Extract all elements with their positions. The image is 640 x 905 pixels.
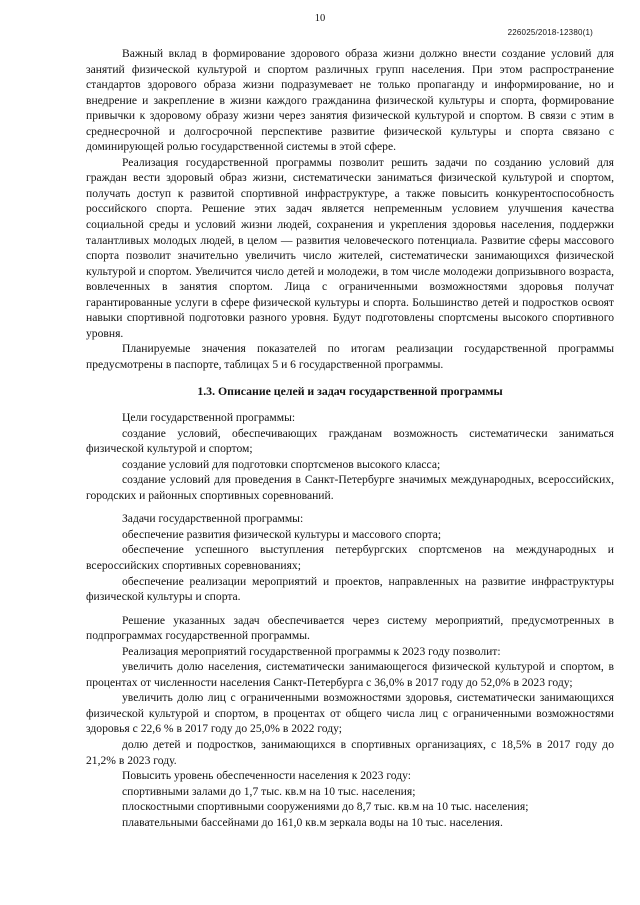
paragraph: Планируемые значения показателей по итогам реализации государственной программы предусмотрены в паспорте, таблицах 5 и 6 государственной программы. bbox=[86, 342, 614, 371]
task-item: обеспечение успешного выступления петербургских спортсменов на международных и всероссийских спортивных соревнованиях; bbox=[86, 543, 614, 572]
result-item: увеличить долю лиц с ограниченными возможностями здоровья, систематически занимающихся физической культурой и спортом, в процентах от общего числа лиц с ограниченными возможностями здоровья с 22,6 % в 2017 году до 25,0% в 2022 году; bbox=[86, 691, 614, 736]
task-item: обеспечение развития физической культуры и массового спорта; bbox=[122, 527, 442, 541]
provision-lead: Повысить уровень обеспеченности населения к 2023 году: bbox=[122, 769, 412, 783]
goal-item: создание условий для проведения в Санкт-Петербурге значимых международных, всероссийских, городских и районных спортивных соревнований. bbox=[86, 473, 614, 502]
goal-item: создание условий, обеспечивающих гражданам возможность систематически заниматься физической культурой и спортом; bbox=[86, 426, 614, 456]
provision-item: плавательными бассейнами до 161,0 кв.м зеркала воды на 10 тыс. населения. bbox=[122, 815, 503, 829]
result-item: долю детей и подростков, занимающихся в спортивных организациях, с 18,5% в 2017 году до 21,2% в 2023 году. bbox=[86, 737, 614, 767]
provision-item: спортивными залами до 1,7 тыс. кв.м на 10 тыс. населения; bbox=[122, 784, 416, 798]
results-intro: Решение указанных задач обеспечивается через систему мероприятий, предусмотренных в подпрограммах государственной программы. bbox=[86, 613, 614, 643]
results-lead: Реализация мероприятий государственной программы к 2023 году позволит: bbox=[122, 644, 501, 658]
goal-item: создание условий для подготовки спортсменов высокого класса; bbox=[122, 457, 441, 471]
task-item: обеспечение реализации мероприятий и проектов, направленных на развитие инфраструктуры физической культуры и спорта. bbox=[86, 574, 614, 604]
paragraph: Важный вклад в формирование здорового образа жизни должно внести создание условий для занятий физической культурой и спортом различных групп населения. При этом распространение стандартов здорового образа жизни подразумевает не только пропаганду и информирование, но и внедрение и закрепление в жизни каждого гражданина физической культуры и спорта, формирование привычки к здоровому образу жизни через занятия физической культурой и спортом. В связи с этим в среднесрочной и долгосрочной перспективе развитие физической культуры и спорта связано с доминирующей ролью государственной системы в этой сфере. bbox=[86, 47, 614, 154]
provision-item: плоскостными спортивными сооружениями до 8,7 тыс. кв.м на 10 тыс. населения; bbox=[122, 800, 529, 814]
section-heading: 1.3. Описание целей и задач государственной программы bbox=[197, 384, 503, 399]
goals-title: Цели государственной программы: bbox=[122, 411, 296, 425]
paragraph: Реализация государственной программы позволит решить задачи по созданию условий для граждан вести здоровый образ жизни, систематически заниматься физической культурой и спортом, получать доступ к развитой спортивной инфраструктуре, а также повысить конкурентоспособность российского спорта. Решение этих задач является непременным условием улучшения качества социальной среды и условий жизни людей, сохранения и укрепления здоровья населения, поддержки талантливых молодых людей, в целом — развития человеческого потенциала. Развитие сферы массового спорта позволит значительно увеличить число жителей, систематически занимающихся физической культурой и спортом. Увеличится число детей и молодежи, в том числе молодежи допризывного возраста, вовлеченных в занятия спортом. Лица с ограниченными возможностями здоровья получат гарантированные услуги в сфере физической культуры и спорта. Большинство детей и подростков освоят навыки спортивной подготовки разного уровня. Будут подготовлены спортсмены высокого спортивного уровня. bbox=[86, 155, 614, 340]
document-id: 226025/2018-12380(1) bbox=[507, 28, 593, 37]
tasks-title: Задачи государственной программы: bbox=[122, 512, 304, 526]
page-number: 10 bbox=[314, 13, 326, 24]
result-item: увеличить долю населения, систематически занимающегося физической культурой и спортом, в процентах от численности населения Санкт-Петербурга с 36,0% в 2017 году до 52,0% в 2023 году; bbox=[86, 660, 614, 689]
document-body bbox=[86, 46, 614, 830]
